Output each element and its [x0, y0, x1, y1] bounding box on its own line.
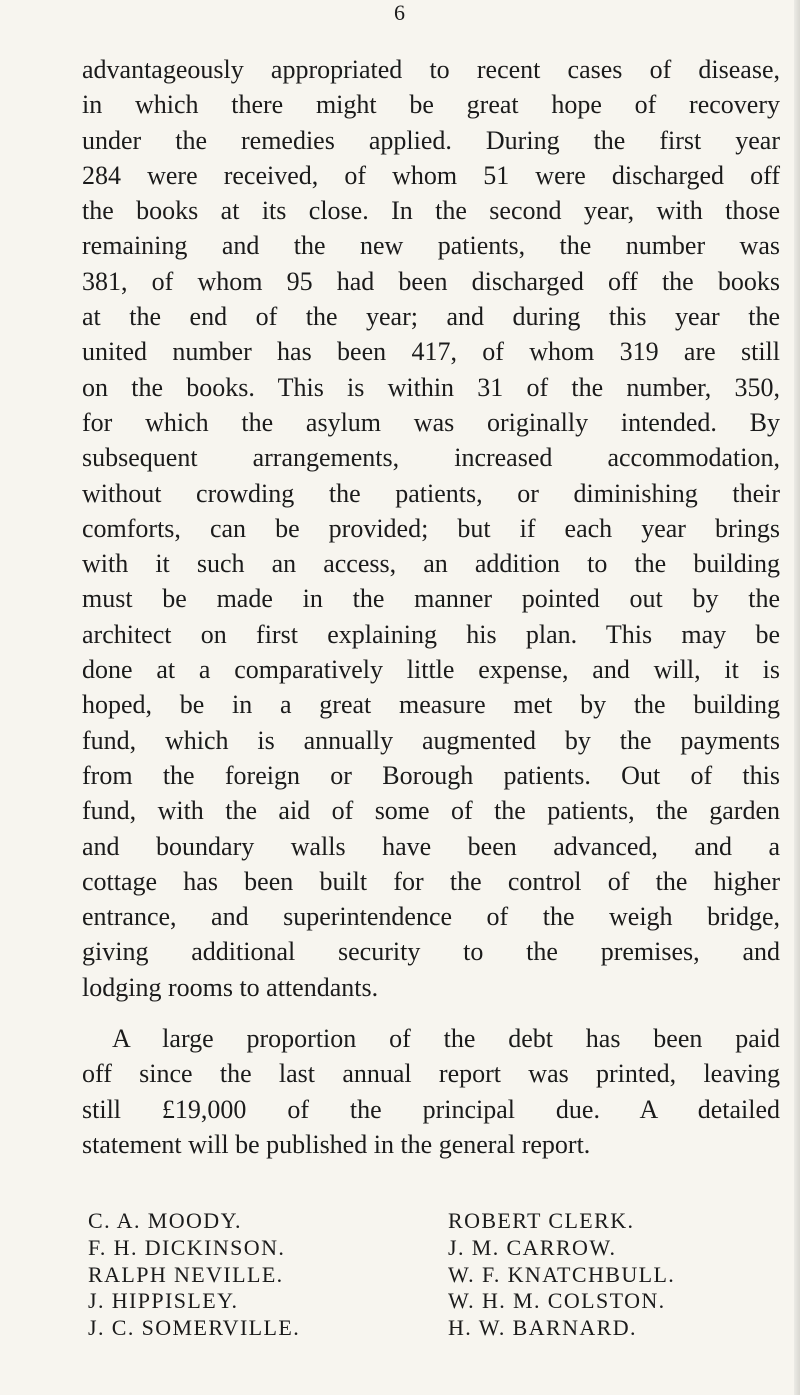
body-text — [82, 52, 780, 1162]
paragraph-2 — [82, 1021, 780, 1162]
signatory-name: H. W. BARNARD. — [448, 1315, 637, 1341]
text-line: fund, with the aid of some of the patients, the garden — [82, 796, 780, 826]
text-line: off since the last annual report was printed, leaving — [82, 1059, 780, 1089]
text-line: done at a comparatively little expense, and will, it is — [82, 655, 780, 685]
text-line: in which there might be great hope of recovery — [82, 90, 780, 120]
text-line: A large proportion of the debt has been paid — [112, 1024, 780, 1054]
paragraph-1 — [82, 52, 780, 1005]
signature-column-right — [448, 1208, 778, 1342]
text-line: with it such an access, an addition to the building — [82, 549, 780, 579]
text-line: under the remedies applied. During the first year — [82, 125, 780, 155]
text-line: without crowding the patients, or diminishing their — [82, 478, 780, 508]
text-line: 284 were received, of whom 51 were discharged off — [82, 160, 780, 190]
signatory-name: ROBERT CLERK. — [448, 1208, 635, 1233]
text-line: and boundary walls have been advanced, and a — [82, 831, 780, 861]
signature-column-left — [88, 1208, 300, 1342]
text-line: for which the asylum was originally intended. By — [82, 407, 780, 437]
text-line: fund, which is annually augmented by the payments — [82, 725, 780, 755]
signatory-name: F. H. DICKINSON. — [88, 1234, 286, 1260]
text-line: statement will be published in the general report. — [82, 1129, 591, 1159]
text-line: at the end of the year; and during this year the — [82, 302, 780, 332]
text-line: subsequent arrangements, increased accommodation, — [82, 443, 780, 473]
text-line: comforts, can be provided; but if each year brings — [82, 513, 780, 543]
signatory-name: J. C. SOMERVILLE. — [88, 1315, 301, 1341]
text-line: lodging rooms to attendants. — [82, 972, 379, 1002]
signatory-name: J. HIPPISLEY. — [88, 1288, 239, 1314]
text-line: advantageously appropriated to recent cases of disease, — [82, 55, 780, 84]
signatory-name: W. F. KNATCHBULL. — [448, 1261, 676, 1287]
text-line: architect on first explaining his plan. This may be — [82, 619, 780, 649]
text-line: giving additional security to the premises, and — [82, 937, 780, 967]
page-edge-shadow — [794, 0, 800, 1395]
signatory-name: J. M. CARROW. — [448, 1234, 617, 1260]
text-line: united number has been 417, of whom 319 are still — [82, 337, 780, 367]
signatory-name: W. H. M. COLSTON. — [448, 1288, 666, 1314]
text-line: 381, of whom 95 had been discharged off the books — [82, 266, 780, 296]
text-line: from the foreign or Borough patients. Out of this — [82, 760, 780, 790]
text-line: hoped, be in a great measure met by the building — [82, 690, 780, 720]
text-line: entrance, and superintendence of the weigh bridge, — [82, 902, 780, 932]
text-line: must be made in the manner pointed out by the — [82, 584, 780, 614]
text-line: the books at its close. In the second year, with those — [82, 196, 780, 226]
page-number: 6 — [394, 0, 406, 25]
signatory-name: C. A. MOODY. — [88, 1208, 242, 1233]
signature-block — [88, 1208, 778, 1342]
text-line: remaining and the new patients, the number was — [82, 231, 780, 261]
text-line: still £19,000 of the principal due. A detailed — [82, 1094, 780, 1124]
signatory-name: RALPH NEVILLE. — [88, 1261, 284, 1287]
text-line: on the books. This is within 31 of the number, 350, — [82, 372, 780, 402]
text-line: cottage has been built for the control of the higher — [82, 866, 780, 896]
